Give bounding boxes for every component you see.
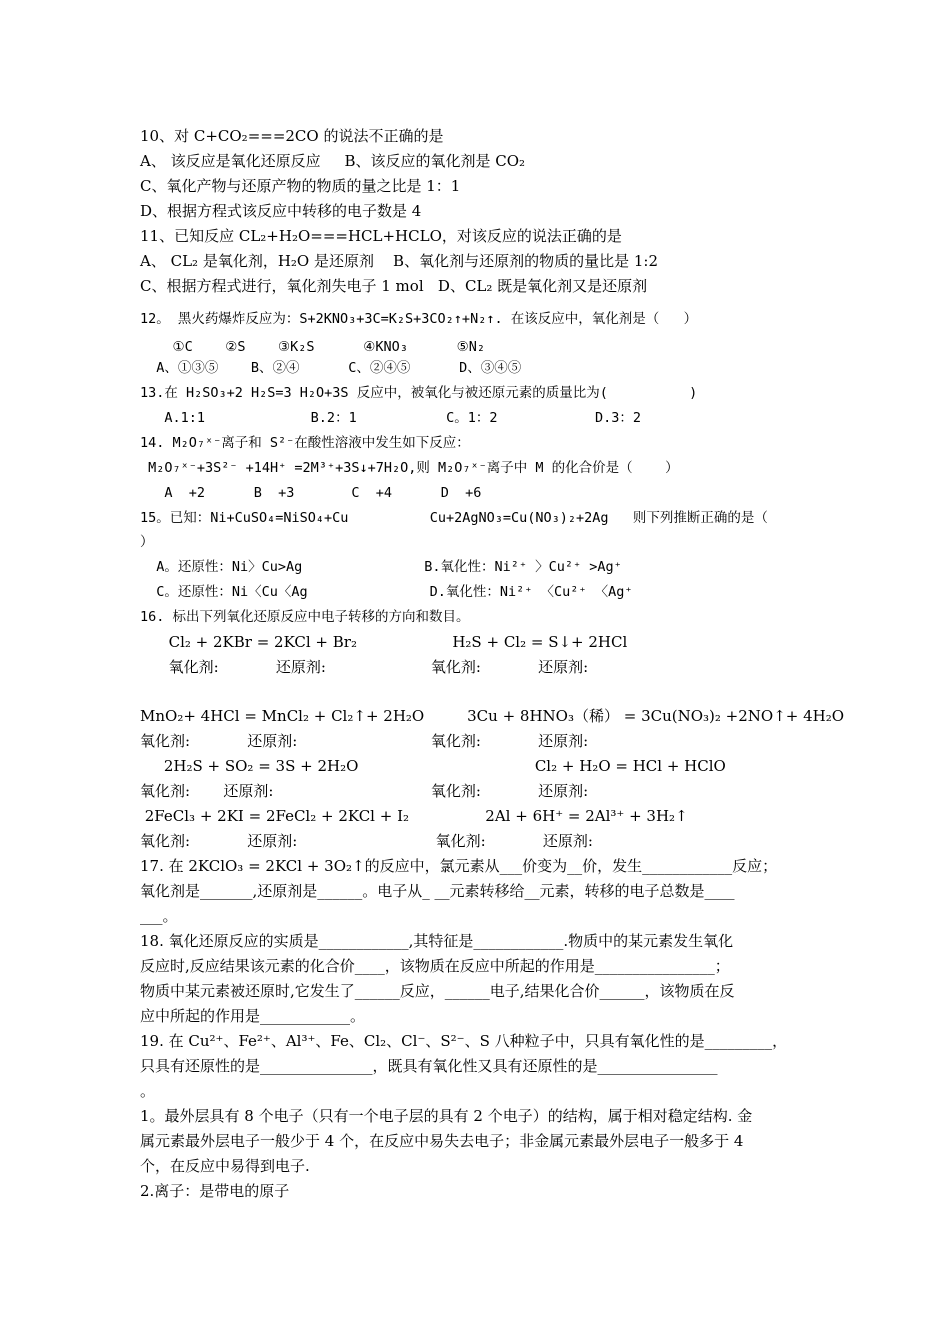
question-10: 10、对 C+CO₂===2CO 的说法不正确的是 <box>140 127 444 145</box>
reaction-row-3-labels: 氧化剂: 还原剂: 氧化剂: 还原剂: <box>140 782 589 800</box>
note-1: 1。最外层具有 8 个电子（只有一个电子层的具有 2 个电子）的结构，属于相对稳定结构. 金 <box>140 1107 753 1125</box>
question-19-line-2: 只具有还原性的是_______________，既具有氧化性又具有还原性的是________________ <box>140 1057 718 1075</box>
q15-option-a-b: A。还原性：Ni〉Cu>Ag B.氧化性：Ni²⁺ 〉Cu²⁺ >Ag⁺ <box>140 559 622 575</box>
note-1-line-2: 属元素最外层电子一般少于 4 个，在反应中易失去电子；非金属元素最外层电子一般多于 4 <box>140 1132 744 1150</box>
question-17: 17. 在 2KClO₃ = 2KCl + 3O₂↑的反应中，氯元素从___价变为__价，发生____________反应； <box>140 857 778 875</box>
q13-choices: A.1:1 B.2：1 C。1：2 D.3：2 <box>140 410 642 426</box>
q10-option-c: C、氧化产物与还原产物的物质的量之比是 1：1 <box>140 177 461 195</box>
question-18-line-3: 物质中某元素被还原时,它发生了______反应，______电子,结果化合价______，该物质在反 <box>140 982 735 1000</box>
note-2: 2.离子：是带电的原子 <box>140 1182 290 1200</box>
note-1-line-3: 个，在反应中易得到电子. <box>140 1157 310 1175</box>
q10-option-a-b: A、 该反应是氧化还原反应 B、该反应的氧化剂是 CO₂ <box>140 152 526 170</box>
question-19-line-3: 。 <box>140 1082 156 1100</box>
question-17-line-3: ___。 <box>140 907 178 925</box>
reaction-row-1: Cl₂ + 2KBr = 2KCl + Br₂ H₂S + Cl₂ = S↓+ 2HCl <box>140 633 628 651</box>
question-18: 18. 氧化还原反应的实质是____________,其特征是____________.物质中的某元素发生氧化 <box>140 932 734 950</box>
q15-option-c-d: C。还原性：Ni〈Cu〈Ag D.氧化性：Ni²⁺ 〈Cu²⁺ 〈Ag⁺ <box>140 584 633 600</box>
q10-option-d: D、根据方程式该反应中转移的电子数是 4 <box>140 202 422 220</box>
q11-option-a-b: A、 CL₂ 是氧化剂，H₂O 是还原剂 B、氧化剂与还原剂的物质的量比是 1:2 <box>140 252 658 270</box>
question-17-line-2: 氧化剂是_______,还原剂是______。电子从_ __元素转移给__元素，转移的电子总数是____ <box>140 882 735 900</box>
reaction-row-2: MnO₂+ 4HCl = MnCl₂ + Cl₂↑+ 2H₂O 3Cu + 8HNO₃（稀） = 3Cu(NO₃)₂ +2NO↑+ 4H₂O <box>140 707 845 725</box>
reaction-row-4: 2FeCl₃ + 2KI = 2FeCl₂ + 2KCl + I₂ 2Al + 6H⁺ = 2Al³⁺ + 3H₂↑ <box>140 807 688 825</box>
question-13: 13.在 H₂SO₃+2 H₂S=3 H₂O+3S 反应中，被氧化与被还原元素的质量比为( ) <box>140 385 698 401</box>
reaction-row-3: 2H₂S + SO₂ = 3S + 2H₂O Cl₂ + H₂O = HCl + HClO <box>140 757 726 775</box>
q12-choices: A、①③⑤ B、②④ C、②④⑤ D、③④⑤ <box>140 360 522 376</box>
question-19: 19. 在 Cu²⁺、Fe²⁺、Al³⁺、Fe、Cl₂、Cl⁻、S²⁻、S 八种粒子中，只具有氧化性的是_________， <box>140 1032 788 1050</box>
reaction-row-4-labels: 氧化剂: 还原剂: 氧化剂: 还原剂: <box>140 832 593 850</box>
question-12: 12。 黑火药爆炸反应为：S+2KNO₃+3C=K₂S+3CO₂↑+N₂↑. 在该反应中，氧化剂是（ ） <box>140 311 698 327</box>
q12-substances: ①C ②S ③K₂S ④KNO₃ ⑤N₂ <box>140 339 485 355</box>
question-15: 15。已知：Ni+CuSO₄=NiSO₄+Cu Cu+2AgNO₃=Cu(NO₃)₂+2Ag 则下列推断正确的是（ <box>140 510 768 526</box>
question-18-line-4: 应中所起的作用是____________。 <box>140 1007 366 1025</box>
q14-choices: A +2 B +3 C +4 D +6 <box>140 485 482 501</box>
reaction-row-2-labels: 氧化剂: 还原剂: 氧化剂: 还原剂: <box>140 732 589 750</box>
q14-equation: M₂O₇ˣ⁻+3S²⁻ +14H⁺ =2M³⁺+3S↓+7H₂O,则 M₂O₇ˣ⁻离子中 M 的化合价是（ ） <box>140 460 679 476</box>
question-11: 11、已知反应 CL₂+H₂O===HCL+HCLO，对该反应的说法正确的是 <box>140 227 622 245</box>
question-15-cont: ） <box>140 534 154 550</box>
q11-option-c-d: C、根据方程式进行，氧化剂失电子 1 mol D、CL₂ 既是氧化剂又是还原剂 <box>140 277 648 295</box>
reaction-row-1-labels: 氧化剂: 还原剂: 氧化剂: 还原剂: <box>140 658 589 676</box>
question-18-line-2: 反应时,反应结果该元素的化合价____，该物质在反应中所起的作用是________________； <box>140 957 730 975</box>
question-16: 16. 标出下列氧化还原反应中电子转移的方向和数目。 <box>140 609 470 625</box>
question-14: 14. M₂O₇ˣ⁻离子和 S²⁻在酸性溶液中发生如下反应： <box>140 435 470 451</box>
